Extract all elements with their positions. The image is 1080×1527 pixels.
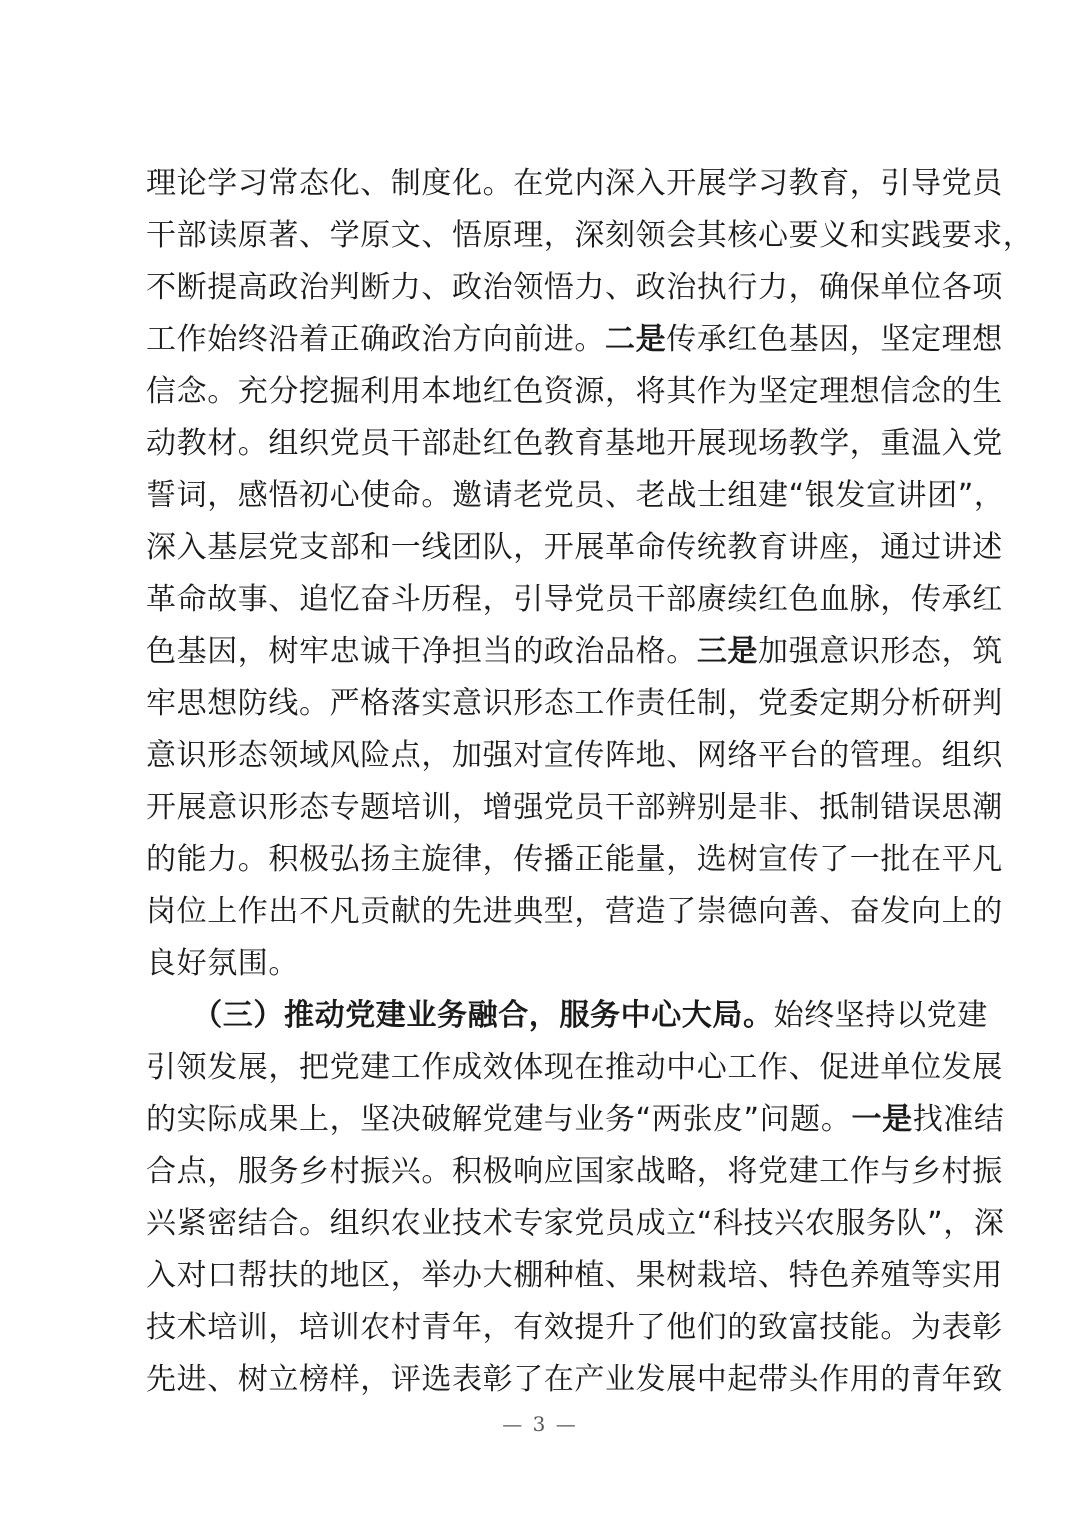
text-line — [146, 834, 1003, 886]
text-line — [146, 730, 1003, 782]
text-run: 岗位上作出不凡贡献的先进典型，营造了崇德向善、奋发向上的 — [146, 894, 1003, 929]
text-run: 先进、树立榜样，评选表彰了在产业发展中起带头作用的青年致 — [146, 1362, 1003, 1397]
text-line — [146, 366, 1003, 418]
text-run: 良好氛围。 — [146, 946, 299, 981]
text-run: 找准结 — [912, 1102, 1005, 1137]
text-line — [146, 418, 1003, 470]
text-line — [146, 1094, 1005, 1146]
text-line — [146, 210, 1034, 262]
text-run — [146, 998, 207, 1033]
text-line — [146, 1198, 1005, 1250]
bold-text-run: 三是 — [696, 634, 759, 669]
text-run: 技术培训，培训农村青年，有效提升了他们的致富技能。为表彰 — [146, 1310, 1003, 1345]
text-line — [146, 938, 946, 990]
text-run: 的能力。积极弘扬主旋律，传播正能量，选树宣传了一批在平凡 — [146, 842, 1003, 877]
text-run: 不断提高政治判断力、政治领悟力、政治执行力，确保单位各项 — [146, 270, 1003, 305]
text-run: 的实际成果上，坚决破解党建与业务“两张皮”问题。 — [146, 1102, 852, 1137]
document-body — [146, 158, 1034, 1406]
text-run: 动教材。组织党员干部赴红色教育基地开展现场教学，重温入党 — [146, 426, 1003, 461]
text-run: 合点，服务乡村振兴。积极响应国家战略，将党建工作与乡村振 — [146, 1154, 1003, 1189]
text-line — [146, 782, 1003, 834]
text-run: 工作始终沿着正确政治方向前进。 — [146, 322, 605, 357]
text-line — [146, 1146, 1003, 1198]
text-run: 兴紧密结合。组织农业技术专家党员成立“科技兴农服务队”，深 — [146, 1206, 1005, 1241]
text-run: 干部读原著、学原文、悟原理，深刻领会其核心要义和实践要求， — [146, 218, 1034, 253]
text-line — [146, 626, 1003, 678]
text-run: 牢思想防线。严格落实意识形态工作责任制，党委定期分析研判 — [146, 686, 1003, 721]
text-run: 加强意识形态，筑 — [758, 634, 1003, 669]
text-line — [146, 470, 1005, 522]
text-line — [146, 262, 1003, 314]
text-run: 深入基层党支部和一线团队，开展革命传统教育讲座，通过讲述 — [146, 530, 1003, 565]
text-line — [146, 1302, 1003, 1354]
text-run: 誓词，感悟初心使命。邀请老党员、老战士组建“银发宣讲团”， — [146, 478, 1005, 513]
bold-text-run: 二是 — [605, 322, 667, 357]
text-run: 引领发展，把党建工作成效体现在推动中心工作、促进单位发展 — [146, 1050, 1003, 1085]
bold-text-run: （三）推动党建业务融合，服务中心大局。 — [207, 998, 774, 1033]
text-line — [146, 678, 1003, 730]
text-line — [146, 1250, 1003, 1302]
text-line — [146, 1042, 1003, 1094]
text-run: 革命故事、追忆奋斗历程，引导党员干部赓续红色血脉，传承红 — [146, 582, 1003, 617]
text-run: 传承红色基因，坚定理想 — [666, 322, 1003, 357]
bold-text-run: 一是 — [851, 1102, 913, 1137]
text-run: 信念。充分挖掘利用本地红色资源，将其作为坚定理想信念的生 — [146, 374, 1003, 409]
text-run: 理论学习常态化、制度化。在党内深入开展学习教育，引导党员 — [146, 166, 1003, 201]
text-line — [146, 314, 1003, 366]
text-run: 意识形态领域风险点，加强对宣传阵地、网络平台的管理。组织 — [146, 738, 1003, 773]
text-line — [146, 886, 1003, 938]
text-run: 入对口帮扶的地区，举办大棚种植、果树栽培、特色养殖等实用 — [146, 1258, 1003, 1293]
text-run: 色基因，树牢忠诚干净担当的政治品格。 — [146, 634, 697, 669]
text-line — [146, 1354, 1003, 1406]
text-line — [146, 990, 988, 1042]
text-line — [146, 522, 1003, 574]
text-line — [146, 574, 1003, 626]
text-line — [146, 158, 1003, 210]
page-number: — 3 — — [502, 1412, 578, 1436]
text-run: 始终坚持以党建 — [773, 998, 988, 1033]
text-run: 开展意识形态专题培训，增强党员干部辨别是非、抵制错误思潮 — [146, 790, 1003, 825]
